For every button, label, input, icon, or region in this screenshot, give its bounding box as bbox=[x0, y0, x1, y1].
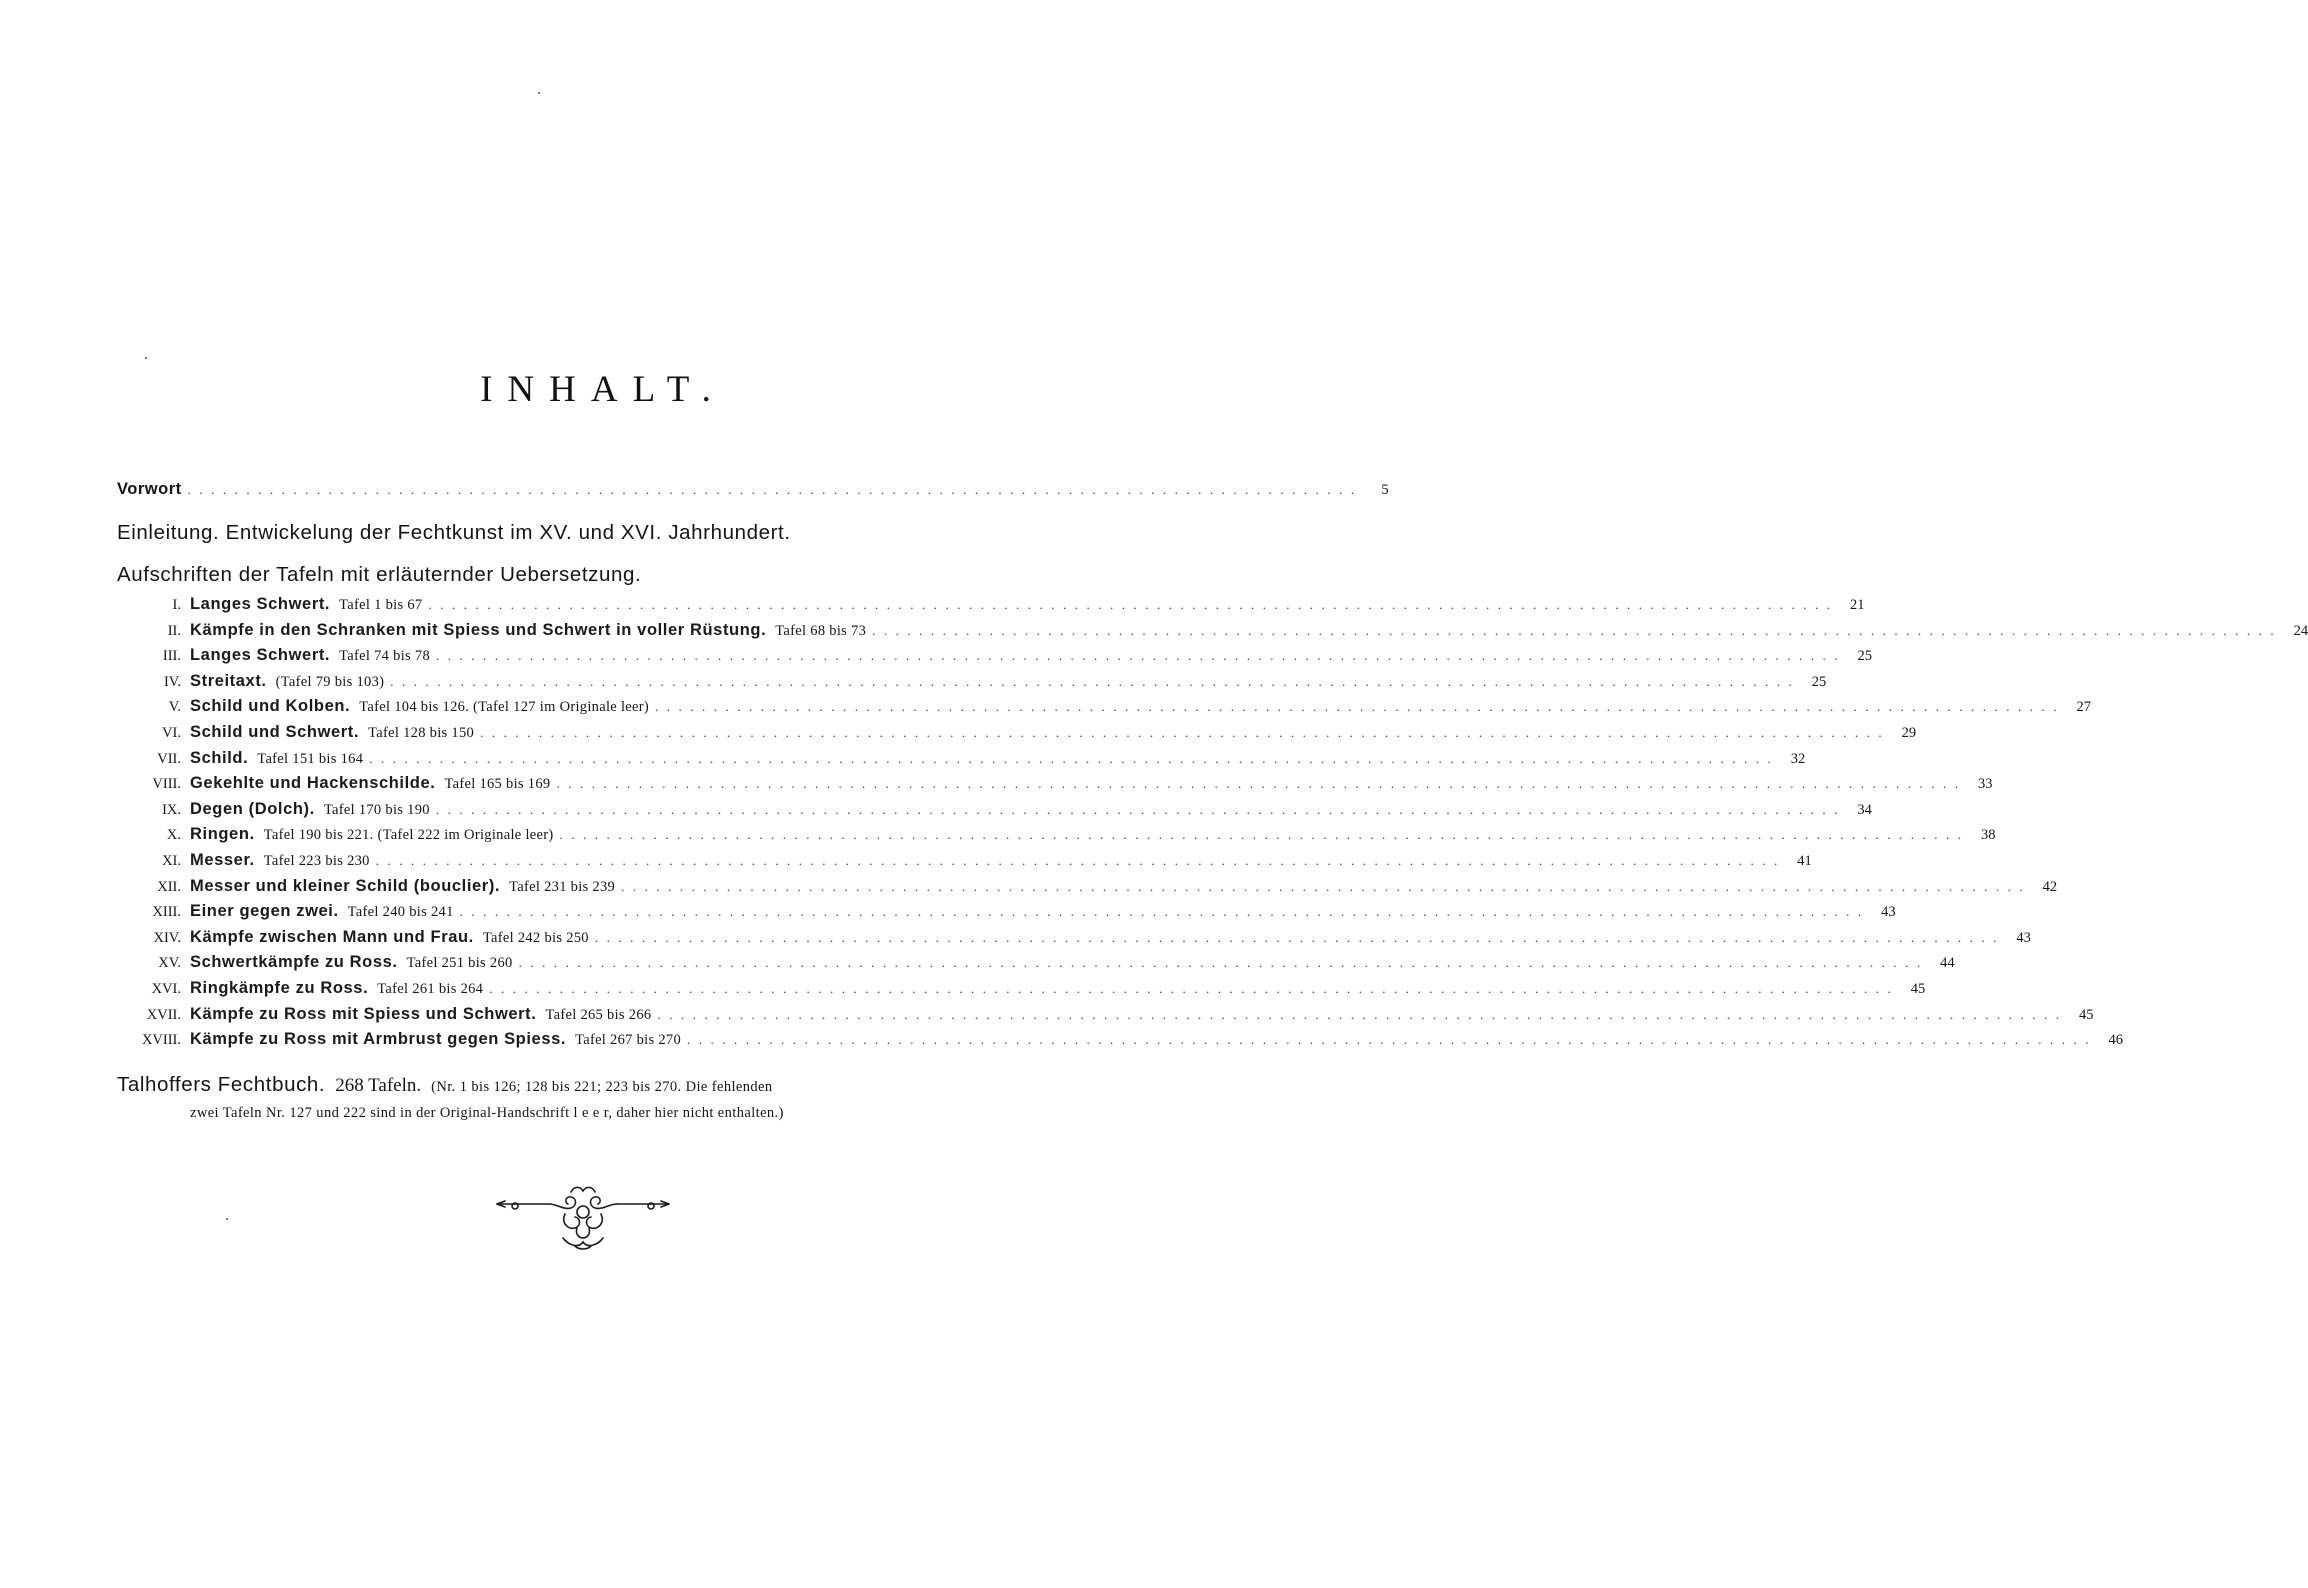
toc-plate-range: Tafel 68 bis 73 bbox=[775, 622, 867, 639]
toc-plate-range: Tafel 1 bis 67 bbox=[339, 597, 423, 613]
toc-entry-label: Vorwort bbox=[117, 480, 182, 498]
dot-leader: ........................................................................................................................ bbox=[872, 622, 2283, 638]
toc-roman-numeral: IX. bbox=[162, 801, 181, 818]
dot-leader: ........................................................................................................................ bbox=[428, 597, 1839, 612]
toc-page-number: 32 bbox=[1790, 750, 1806, 767]
dot-leader: ........................................................................................................................ bbox=[459, 904, 1870, 920]
toc-plate-range: Tafel 267 bis 270 bbox=[575, 1032, 682, 1049]
dot-leader: ........................................................................................................................ bbox=[369, 750, 1780, 766]
dot-leader: ........................................................................................................................ bbox=[621, 878, 2032, 894]
toc-page-number: 24 bbox=[2293, 622, 2308, 639]
toc-roman-numeral: XV. bbox=[158, 955, 181, 972]
toc-roman-numeral: IV. bbox=[163, 673, 181, 690]
toc-page-number: 21 bbox=[1849, 597, 1865, 613]
toc-page-number: 44 bbox=[1940, 955, 1955, 972]
toc-page-number: 43 bbox=[2016, 929, 2031, 946]
toc-entry-title: Kämpfe zu Ross mit Spiess und Schwert. bbox=[190, 1004, 537, 1023]
toc-roman-numeral: XIV. bbox=[153, 929, 181, 946]
talhoffer-title: Talhoffers Fechtbuch. bbox=[117, 1073, 326, 1096]
toc-plate-range: Tafel 265 bis 266 bbox=[545, 1006, 652, 1023]
dot-leader: ........................................................................................................................ bbox=[657, 1006, 2068, 1022]
dot-leader: ........................................................................................................................ bbox=[435, 801, 1846, 817]
toc-page-number: 45 bbox=[2078, 1006, 2094, 1023]
page-title: INHALT. bbox=[480, 369, 726, 410]
dot-leader: ........................................................................................................................ bbox=[687, 1032, 2098, 1048]
toc-entry-title: Langes Schwert. bbox=[190, 595, 331, 613]
talhoffer-note-line2: zwei Tafeln Nr. 127 und 222 sind in der Original-Handschrift l e e r, daher hier nicht enthalten.) bbox=[190, 1105, 784, 1121]
toc-page-number: 43 bbox=[1881, 904, 1896, 921]
toc-entry-title: Kämpfe zu Ross mit Armbrust gegen Spiess. bbox=[190, 1030, 567, 1049]
toc-entry bbox=[117, 799, 1872, 824]
dot-leader: ........................................................................................................................ bbox=[390, 673, 1801, 689]
toc-entry-title: Schwertkämpfe zu Ross. bbox=[190, 953, 398, 972]
dot-leader: ........................................................................................................................ bbox=[480, 725, 1891, 740]
section-heading-aufschriften: Aufschriften der Tafeln mit erläuternder Uebersetzung. bbox=[117, 563, 642, 586]
toc-entry bbox=[117, 723, 1917, 747]
toc-entry bbox=[117, 953, 1955, 977]
toc-entry bbox=[117, 748, 1806, 773]
toc-entry bbox=[117, 646, 1872, 670]
toc-entry bbox=[117, 979, 1926, 1003]
toc-page-number: 25 bbox=[1857, 648, 1872, 665]
paper-speck bbox=[538, 92, 540, 94]
dot-leader: ........................................................................................................................ bbox=[559, 827, 1970, 843]
toc-page-number: 42 bbox=[2042, 878, 2058, 895]
dot-leader: .................................................................................................... bbox=[187, 482, 1363, 497]
toc-roman-numeral: X. bbox=[166, 827, 181, 844]
toc-plate-range: Tafel 223 bis 230 bbox=[263, 853, 370, 869]
toc-entry-title: Schild und Schwert. bbox=[190, 723, 360, 741]
toc-page-number: 5 bbox=[1381, 482, 1389, 498]
toc-roman-numeral: VIII. bbox=[152, 776, 181, 793]
dot-leader: ........................................................................................................................ bbox=[436, 648, 1846, 664]
toc-plate-range: Tafel 190 bis 221. (Tafel 222 im Originale leer) bbox=[263, 827, 554, 844]
dot-leader: ........................................................................................................................ bbox=[556, 776, 1967, 792]
toc-page-number: 46 bbox=[2108, 1032, 2124, 1049]
toc-roman-numeral: I. bbox=[172, 597, 181, 613]
toc-roman-numeral: VI. bbox=[162, 725, 181, 741]
toc-page-number: 27 bbox=[2076, 699, 2092, 716]
toc-page-number: 25 bbox=[1811, 673, 1827, 690]
toc-roman-numeral: V. bbox=[168, 699, 181, 716]
toc-page-number: 45 bbox=[1910, 981, 1926, 997]
toc-entry-vorwort bbox=[117, 480, 1389, 499]
paper-speck bbox=[145, 357, 147, 359]
section-heading-einleitung: Einleitung. Entwickelung der Fechtkunst im XV. und XVI. Jahrhundert. bbox=[117, 521, 791, 544]
toc-roman-numeral: II. bbox=[167, 622, 181, 639]
toc-plate-range: Tafel 261 bis 264 bbox=[377, 981, 484, 997]
toc-entry-title: Schild und Kolben. bbox=[190, 697, 351, 716]
toc-roman-numeral: III. bbox=[162, 648, 181, 665]
toc-plate-range: Tafel 242 bis 250 bbox=[482, 929, 589, 946]
toc-plate-range: Tafel 74 bis 78 bbox=[339, 648, 430, 665]
toc-entry bbox=[117, 876, 2058, 901]
toc-roman-numeral: XVII. bbox=[146, 1006, 181, 1023]
toc-plate-range: Tafel 170 bis 190 bbox=[323, 801, 430, 818]
toc-entry-title: Streitaxt. bbox=[190, 671, 267, 690]
toc-entry-title: Langes Schwert. bbox=[190, 646, 331, 665]
toc-roman-numeral: VII. bbox=[157, 750, 181, 767]
toc-entry-title: Einer gegen zwei. bbox=[190, 902, 339, 921]
toc-page-number: 34 bbox=[1857, 801, 1872, 818]
toc-entry-title: Kämpfe in den Schranken mit Spiess und Schwert in voller Rüstung. bbox=[190, 620, 767, 639]
toc-entry bbox=[117, 851, 1812, 875]
toc-entry bbox=[117, 697, 2092, 721]
toc-entry bbox=[117, 1004, 2094, 1029]
toc-roman-numeral: XI. bbox=[162, 853, 181, 869]
dot-leader: ........................................................................................................................ bbox=[518, 955, 1929, 971]
toc-plate-range: Tafel 251 bis 260 bbox=[406, 955, 513, 972]
toc-plate-range: Tafel 128 bis 150 bbox=[368, 725, 475, 741]
toc-plate-range: (Tafel 79 bis 103) bbox=[275, 673, 385, 690]
toc-entry bbox=[117, 902, 1896, 926]
toc-plate-range: Tafel 231 bis 239 bbox=[509, 878, 616, 895]
toc-roman-numeral: XIII. bbox=[152, 904, 181, 921]
toc-entry-title: Messer und kleiner Schild (bouclier). bbox=[190, 876, 501, 895]
toc-entry-title: Degen (Dolch). bbox=[190, 799, 315, 818]
talhoffer-entry bbox=[117, 1073, 1017, 1097]
toc-entry-title: Schild. bbox=[190, 748, 249, 767]
toc-entry bbox=[117, 620, 2308, 645]
toc-plate-range: Tafel 240 bis 241 bbox=[347, 904, 454, 921]
toc-entry bbox=[117, 774, 1993, 798]
toc-roman-numeral: XVIII. bbox=[141, 1032, 181, 1049]
toc-page-number: 29 bbox=[1901, 725, 1917, 741]
toc-entry bbox=[117, 927, 2031, 952]
toc-entry bbox=[117, 595, 1865, 619]
toc-roman-numeral: XII. bbox=[157, 878, 181, 895]
toc-entry-title: Ringkämpfe zu Ross. bbox=[190, 979, 369, 997]
toc-plate-range: Tafel 104 bis 126. (Tafel 127 im Originale leer) bbox=[359, 699, 650, 716]
toc-entry bbox=[117, 671, 1827, 696]
dot-leader: ........................................................................................................................ bbox=[489, 981, 1900, 996]
dot-leader: ........................................................................................................................ bbox=[655, 699, 2066, 715]
toc-page-number: 38 bbox=[1981, 827, 1996, 844]
toc-entry bbox=[117, 1030, 2124, 1054]
toc-entry-title: Gekehlte und Hackenschilde. bbox=[190, 774, 436, 793]
paper-speck bbox=[226, 1218, 228, 1220]
toc-plate-range: Tafel 165 bis 169 bbox=[444, 776, 551, 793]
decorative-ornament bbox=[493, 1184, 673, 1254]
toc-roman-numeral: XVI. bbox=[151, 981, 181, 997]
toc-entry-title: Messer. bbox=[190, 851, 255, 869]
toc-page-number: 41 bbox=[1797, 853, 1812, 869]
talhoffer-note-line1: (Nr. 1 bis 126; 128 bis 221; 223 bis 270. Die fehlenden bbox=[431, 1079, 773, 1095]
toc-entry-title: Ringen. bbox=[190, 825, 255, 844]
dot-leader: ........................................................................................................................ bbox=[594, 929, 2005, 945]
dot-leader: ........................................................................................................................ bbox=[375, 853, 1786, 868]
toc-entry-title: Kämpfe zwischen Mann und Frau. bbox=[190, 927, 474, 946]
toc-entry bbox=[117, 825, 1996, 849]
talhoffer-plate-count: 268 Tafeln. bbox=[335, 1075, 422, 1096]
toc-page-number: 33 bbox=[1977, 776, 1993, 793]
toc-plate-range: Tafel 151 bis 164 bbox=[257, 750, 364, 767]
